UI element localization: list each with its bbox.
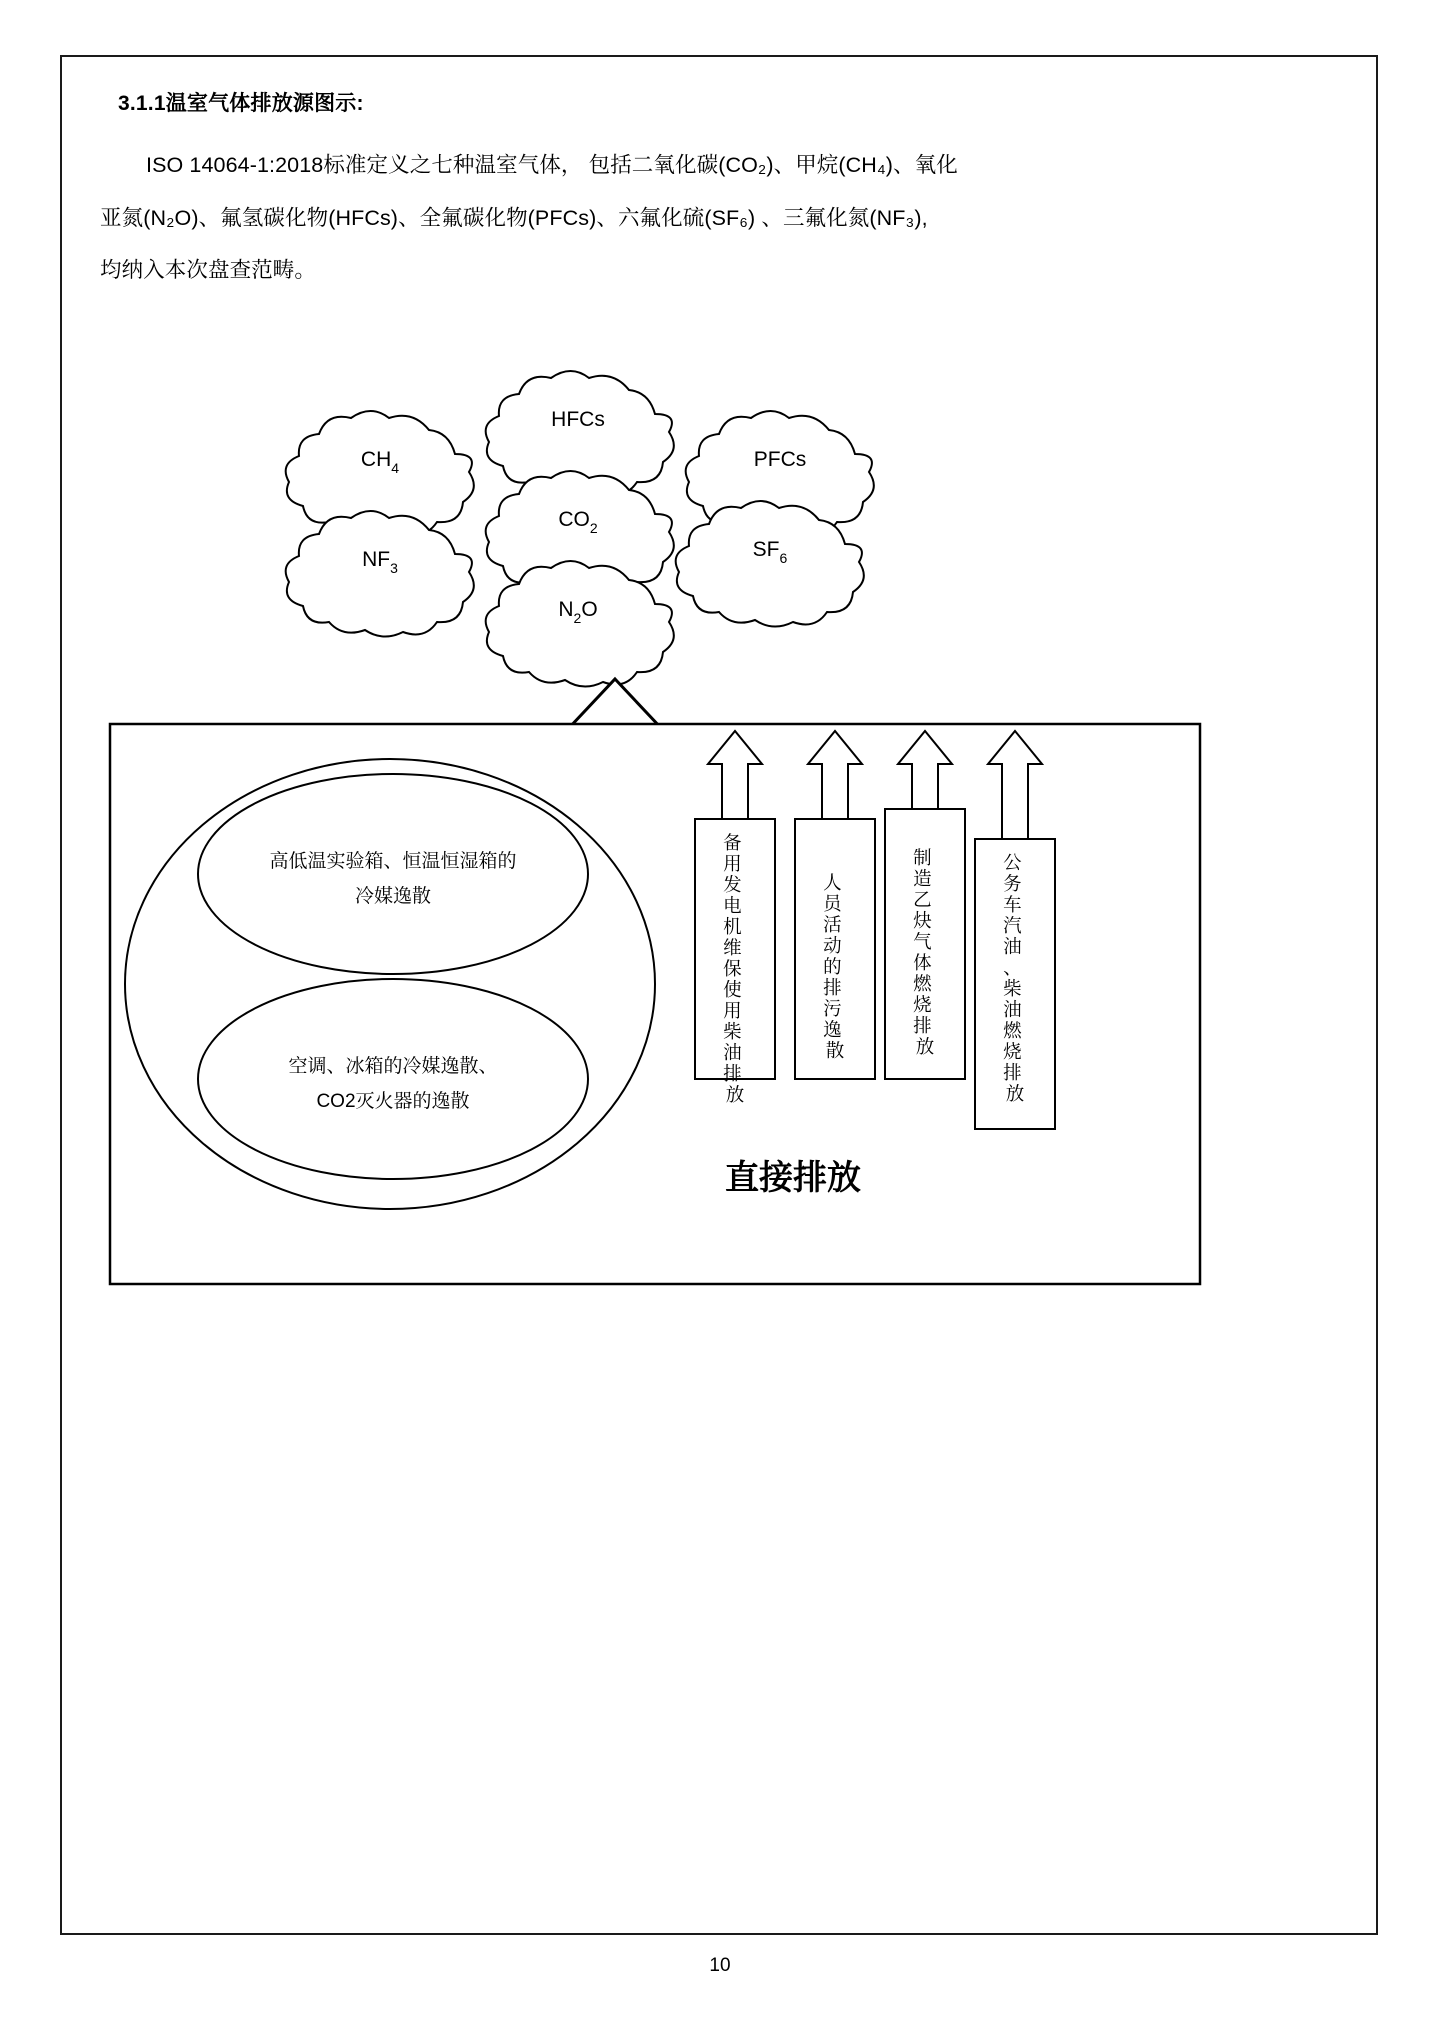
ellipse-lab-chamber [198, 774, 588, 974]
cloud-pfcs-label: PFCs [753, 448, 807, 472]
paragraph-line-2 [100, 192, 1338, 245]
ellipse-lab-chamber-line1: 高低温实验箱、恒温恒湿箱的 [269, 851, 517, 873]
box-official-vehicle-text: 公 务 车 汽 油 、 柴 油 燃 烧 排 放 [1003, 852, 1025, 1105]
box-acetylene-text: 制 造 乙 炔 气 体 燃 烧 排 放 [913, 847, 935, 1058]
paragraph-line-1 [100, 139, 1338, 192]
cloud-nf3-label: $NF_3$ [362, 548, 398, 577]
section-heading: 3.1.1温室气体排放源图示: [118, 92, 364, 115]
document-page [60, 55, 1378, 1935]
page-content [100, 87, 1338, 1913]
direct-emission-label: 直接排放 [725, 1159, 861, 1198]
emission-sources-figure [100, 319, 1340, 1319]
box-personnel-activity-text: 人 员 活 动 的 排 污 逸 散 [823, 872, 845, 1062]
cloud-hfcs-label: HFCs [551, 408, 605, 432]
paragraph-text-3: 均纳入本次盘查范畴。 [100, 258, 317, 283]
paragraph-text-2: 亚氮(N₂O)、氟氢碳化物(HFCs)、全氟碳化物(PFCs)、六氟化硫(SF₆) 、三氟化氮(NF₃), [100, 205, 928, 230]
cloud-nf3 [286, 511, 474, 637]
ellipse-lab-chamber-line2: 冷媒逸散 [354, 886, 432, 908]
cloud-n2o-label: $N_2O$ [558, 598, 598, 627]
ellipse-ac-fridge-line2: CO2灭火器的逸散 [316, 1091, 470, 1113]
ellipse-ac-fridge-line1: 空调、冰箱的冷媒逸散、 [288, 1056, 498, 1078]
page-number: 10 [709, 1955, 731, 1976]
cloud-sf6-label: $SF_6$ [752, 538, 788, 567]
cloud-ch4-label: $CH_4$ [360, 448, 400, 477]
box-standby-generator-text: 备 用 发 电 机 维 保 使 用 柴 油 排 放 [723, 832, 745, 1106]
paragraph-text-1: ISO 14064-1:2018标准定义之七种温室气体， 包括二氧化碳(CO₂)、甲烷(CH₄)、氧化 [146, 153, 958, 177]
paragraph-line-3 [100, 244, 1338, 297]
cloud-co2-label: $CO_2$ [558, 508, 598, 537]
ellipse-ac-fridge [198, 979, 588, 1179]
